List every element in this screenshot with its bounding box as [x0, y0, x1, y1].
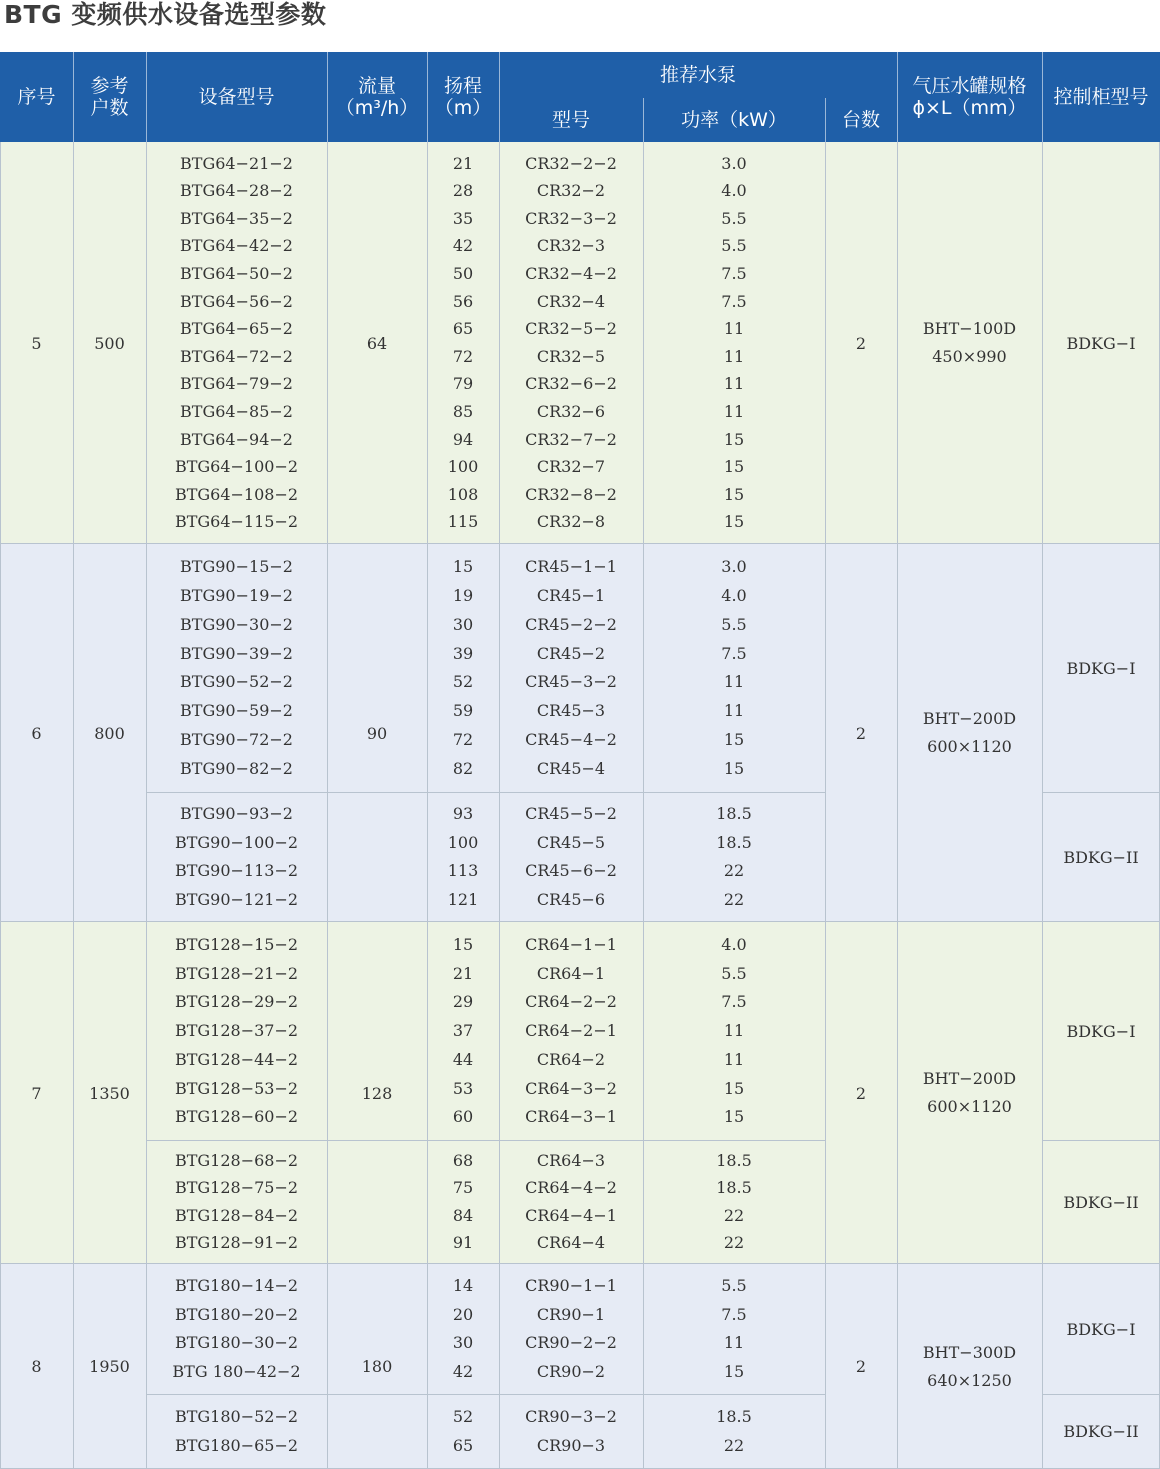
table-cell-power: 7.5: [721, 992, 747, 1012]
table-cell-head: 82: [452, 759, 474, 778]
table-cell-head: 59: [452, 701, 474, 721]
equipment-model-list: [146, 548, 327, 788]
table-cell-head: 79: [452, 374, 474, 394]
equipment-model-list: [146, 796, 327, 918]
column-divider: [327, 142, 328, 1469]
table-cell-head: 75: [452, 1178, 474, 1198]
table-cell-pump: CR64−3: [536, 1151, 606, 1171]
table-cell-pump: CR32−2−2: [525, 153, 617, 173]
table-cell-power: 11: [723, 346, 745, 366]
table-cell-head: 93: [452, 804, 474, 824]
table-cell-head: 50: [452, 263, 474, 283]
table-cell-model: BTG64−35−2: [180, 208, 293, 228]
table-cell-power: 5.5: [721, 236, 747, 256]
header-divider: [499, 52, 500, 142]
table-cell-head: 53: [452, 1078, 474, 1098]
table-cell-power: 7.5: [721, 263, 747, 283]
table-cell-head: 115: [447, 512, 479, 532]
table-cell-head: 121: [447, 889, 479, 909]
table-cell-pump: CR64−2−1: [525, 1021, 617, 1040]
table-cell-model: BTG180−14−2: [174, 1276, 299, 1296]
column-divider: [0, 142, 1, 1469]
table-cell-power: 5.5: [721, 1276, 747, 1296]
table-cell-model: BTG90−72−2: [180, 730, 293, 750]
table-cell-pump: CR64−1−1: [525, 934, 617, 954]
table-cell-head: 91: [452, 1232, 474, 1252]
table-cell-power: 15: [723, 484, 745, 504]
pump-model-list: [499, 1398, 643, 1465]
table-cell-head: 56: [452, 291, 474, 311]
header-divider: [327, 52, 328, 142]
table-cell-pump: CR64−3−2: [525, 1078, 617, 1098]
tank-model: BHT−300D: [922, 1342, 1017, 1362]
table-cell-power: 15: [723, 1078, 745, 1098]
pump-power-list: [643, 1144, 825, 1260]
equipment-model-list: [146, 1144, 327, 1260]
table-cell-model: BTG64−94−2: [180, 429, 293, 449]
column-divider: [73, 142, 74, 1469]
group-households: 1950: [89, 1357, 130, 1376]
table-cell-pump: CR90−3−2: [525, 1407, 617, 1426]
header-head-line1: 扬程: [443, 75, 482, 97]
table-cell-power: 15: [723, 457, 745, 477]
table-cell-head: 94: [452, 429, 474, 449]
table-cell-head: 28: [452, 181, 474, 201]
table-cell-power: 3.0: [721, 153, 747, 173]
group-count: 2: [855, 723, 867, 743]
table-cell-model: BTG128−84−2: [174, 1205, 299, 1225]
equipment-model-list: [146, 1398, 327, 1465]
table-cell-pump: CR90−1: [536, 1304, 606, 1324]
table-cell-model: BTG64−56−2: [180, 291, 293, 311]
table-cell-head: 35: [452, 208, 474, 228]
row-divider: [1042, 1140, 1160, 1141]
column-divider: [643, 142, 644, 1469]
group-flow: 180: [361, 1357, 393, 1376]
table-cell-pump: CR45−6−2: [525, 861, 617, 881]
pump-power-list: [643, 1398, 825, 1465]
head-list: [427, 1144, 499, 1260]
control-cabinet-model: BDKG−II: [1063, 847, 1139, 867]
header-model-label: 设备型号: [198, 86, 275, 108]
column-divider: [825, 142, 826, 1469]
header-divider: [146, 52, 147, 142]
table-cell-power: 11: [723, 1049, 745, 1069]
header-flow: [327, 52, 427, 142]
tank-size: 600×1120: [927, 1097, 1012, 1116]
header-model: [146, 52, 327, 142]
head-list: [427, 926, 499, 1136]
group-tank-spec: [897, 544, 1042, 922]
header-count-label: 台数: [841, 109, 880, 131]
header-cabinet: [1042, 52, 1160, 142]
table-cell-model: BTG128−15−2: [174, 934, 299, 954]
table-cell-power: 11: [723, 319, 745, 339]
table-cell-model: BTG 180−42−2: [172, 1361, 301, 1381]
group-households: 800: [94, 723, 125, 743]
table-cell-head: 44: [452, 1049, 474, 1069]
table-cell-model: BTG64−72−2: [180, 346, 293, 366]
table-cell-head: 52: [452, 1407, 474, 1426]
table-cell-power: 22: [723, 861, 745, 881]
control-cabinet-model: BDKG−II: [1063, 1422, 1139, 1441]
table-cell-power: 5.5: [721, 614, 747, 634]
header-divider: [897, 52, 898, 142]
table-cell-head: 30: [452, 1333, 474, 1353]
table-cell-head: 19: [452, 585, 474, 605]
table-cell-power: 18.5: [716, 804, 752, 824]
header-pump-power-label: 功率（kW）: [681, 109, 787, 131]
group-tank-spec: [897, 1264, 1042, 1469]
head-list: [427, 548, 499, 788]
head-list: [427, 1398, 499, 1465]
group-flow: 64: [366, 333, 388, 353]
table-cell-power: 15: [723, 429, 745, 449]
control-cabinet-model: BDKG−I: [1066, 1319, 1136, 1339]
pump-model-list: [499, 1268, 643, 1390]
column-divider: [499, 142, 500, 1469]
pump-model-list: [499, 796, 643, 918]
table-cell-pump: CR32−6: [536, 401, 606, 421]
header-divider: [427, 52, 428, 142]
table-cell-pump: CR32−2: [536, 181, 606, 201]
head-list: [427, 146, 499, 540]
pump-power-list: [643, 548, 825, 788]
table-cell-pump: CR32−3: [536, 236, 606, 256]
head-list: [427, 796, 499, 918]
header-flow-line2: （m³/h）: [335, 97, 419, 119]
table-cell-model: BTG64−50−2: [180, 263, 293, 283]
table-cell-pump: CR32−8: [536, 512, 606, 532]
table-cell-head: 15: [452, 934, 474, 954]
table-cell-head: 37: [452, 1021, 474, 1040]
tank-size: 450×990: [932, 347, 1007, 366]
table-cell-model: BTG128−21−2: [174, 963, 299, 983]
table-cell-pump: CR32−5−2: [525, 319, 617, 339]
equipment-model-list: [146, 926, 327, 1136]
table-cell-head: 113: [447, 861, 479, 881]
table-cell-model: BTG180−30−2: [174, 1333, 299, 1353]
table-cell-power: 5.5: [721, 208, 747, 228]
table-cell-model: BTG90−59−2: [180, 701, 293, 721]
table-cell-model: BTG128−44−2: [174, 1049, 299, 1069]
table-cell-power: 7.5: [721, 643, 747, 663]
group-tank-spec: [897, 142, 1042, 544]
table-cell-model: BTG180−65−2: [174, 1436, 299, 1455]
control-cabinet-model: BDKG−I: [1066, 333, 1136, 353]
tank-size: 640×1250: [927, 1370, 1012, 1390]
table-cell-pump: CR32−8−2: [525, 484, 617, 504]
table-cell-model: BTG128−75−2: [174, 1178, 299, 1198]
table-cell-power: 22: [723, 1436, 745, 1455]
header-seq: [0, 52, 73, 142]
pump-model-list: [499, 146, 643, 540]
table-cell-pump: CR64−2−2: [525, 992, 617, 1012]
header-households: [73, 52, 146, 142]
row-divider: [1042, 792, 1160, 793]
table-cell-model: BTG180−20−2: [174, 1304, 299, 1324]
header-divider: [1042, 52, 1043, 142]
table-cell-pump: CR45−3−2: [525, 672, 617, 692]
table-cell-head: 52: [452, 672, 474, 692]
group-seq: 8: [31, 1357, 42, 1376]
table-cell-power: 22: [723, 889, 745, 909]
control-cabinet-model: BDKG−II: [1063, 1192, 1139, 1212]
table-cell-pump: CR45−1: [536, 585, 606, 605]
table-cell-pump: CR32−6−2: [525, 374, 617, 394]
table-cell-head: 72: [452, 346, 474, 366]
table-cell-head: 15: [452, 556, 474, 576]
table-cell-model: BTG64−42−2: [180, 236, 293, 256]
table-cell-head: 65: [452, 319, 474, 339]
header-count: [825, 98, 897, 142]
table-cell-power: 15: [723, 512, 745, 532]
group-count: 2: [855, 1357, 867, 1376]
table-cell-power: 18.5: [716, 1407, 752, 1426]
table-cell-pump: CR90−3: [536, 1436, 606, 1455]
table-cell-model: BTG180−52−2: [174, 1407, 299, 1426]
header-pump-power: [643, 98, 825, 142]
table-cell-head: 14: [452, 1276, 474, 1296]
head-list: [427, 1268, 499, 1390]
header-pump-group-label: 推荐水泵: [659, 64, 736, 86]
table-cell-power: 11: [723, 672, 745, 692]
table-cell-power: 11: [723, 1333, 745, 1353]
header-flow-line1: 流量: [357, 75, 396, 97]
table-cell-head: 29: [452, 992, 474, 1012]
table-cell-model: BTG90−100−2: [174, 832, 299, 852]
table-cell-power: 15: [723, 1361, 745, 1381]
table-cell-head: 68: [452, 1151, 474, 1171]
table-cell-pump: CR32−7−2: [525, 429, 617, 449]
table-cell-pump: CR45−5: [536, 832, 606, 852]
table-cell-power: 22: [723, 1205, 745, 1225]
table-cell-power: 4.0: [721, 181, 747, 201]
row-divider: [146, 1140, 825, 1141]
group-households: 1350: [89, 1083, 130, 1103]
equipment-model-list: [146, 146, 327, 540]
pump-power-list: [643, 796, 825, 918]
table-cell-model: BTG90−82−2: [180, 759, 293, 778]
table-cell-pump: CR64−3−1: [525, 1107, 617, 1127]
pump-model-list: [499, 926, 643, 1136]
table-cell-head: 65: [452, 1436, 474, 1455]
table-cell-power: 11: [723, 401, 745, 421]
table-cell-power: 11: [723, 701, 745, 721]
table-cell-head: 42: [452, 236, 474, 256]
table-cell-power: 15: [723, 759, 745, 778]
table-cell-pump: CR45−2−2: [525, 614, 617, 634]
pump-model-list: [499, 548, 643, 788]
tank-model: BHT−200D: [922, 1069, 1017, 1088]
table-cell-pump: CR32−4: [536, 291, 606, 311]
table-cell-model: BTG90−121−2: [174, 889, 299, 909]
table-cell-model: BTG64−108−2: [174, 484, 299, 504]
column-divider: [897, 142, 898, 1469]
tank-model: BHT−100D: [922, 319, 1017, 338]
group-seq: 7: [31, 1083, 42, 1103]
table-cell-power: 7.5: [721, 291, 747, 311]
group-tank-spec: [897, 922, 1042, 1264]
header-head: [427, 52, 499, 142]
table-cell-pump: CR90−1−1: [525, 1276, 617, 1296]
group-flow: 90: [366, 723, 388, 743]
group-count: 2: [855, 1083, 867, 1103]
table-cell-pump: CR45−5−2: [525, 804, 617, 824]
table-cell-power: 4.0: [721, 585, 747, 605]
table-cell-pump: CR45−3: [536, 701, 606, 721]
table-cell-model: BTG90−52−2: [180, 672, 293, 692]
table-cell-power: 18.5: [716, 1178, 752, 1198]
row-divider: [146, 1394, 825, 1395]
table-cell-pump: CR32−3−2: [525, 208, 617, 228]
pump-power-list: [643, 1268, 825, 1390]
table-cell-head: 72: [452, 730, 474, 750]
group-households: 500: [94, 333, 125, 353]
row-divider: [1042, 1394, 1160, 1395]
table-cell-head: 100: [447, 832, 479, 852]
table-cell-model: BTG64−100−2: [174, 457, 299, 477]
column-divider: [1042, 142, 1043, 1469]
table-cell-head: 100: [447, 457, 479, 477]
table-cell-head: 84: [452, 1205, 474, 1225]
column-divider: [146, 142, 147, 1469]
header-pump-model-label: 型号: [551, 109, 590, 131]
table-cell-head: 108: [447, 484, 479, 504]
header-households-line1: 参考: [90, 75, 129, 97]
table-cell-pump: CR90−2: [536, 1361, 606, 1381]
header-tank-line1: 气压水罐规格: [912, 75, 1027, 97]
table-cell-head: 60: [452, 1107, 474, 1127]
header-tank-line2: ϕ×L（mm）: [912, 97, 1027, 119]
table-cell-power: 11: [723, 1021, 745, 1040]
table-cell-pump: CR64−4: [536, 1232, 606, 1252]
table-cell-head: 39: [452, 643, 474, 663]
header-divider: [643, 98, 644, 142]
table-cell-power: 18.5: [716, 1151, 752, 1171]
table-cell-model: BTG64−28−2: [180, 181, 293, 201]
header-divider: [73, 52, 74, 142]
table-cell-model: BTG90−93−2: [180, 804, 293, 824]
header-seq-label: 序号: [17, 86, 56, 108]
header-households-line2: 户数: [90, 97, 129, 119]
table-cell-pump: CR45−2: [536, 643, 606, 663]
table-cell-power: 5.5: [721, 963, 747, 983]
table-cell-model: BTG128−91−2: [174, 1232, 299, 1252]
table-cell-head: 21: [452, 153, 474, 173]
control-cabinet-model: BDKG−I: [1066, 658, 1136, 678]
table-cell-pump: CR32−5: [536, 346, 606, 366]
table-cell-pump: CR64−4−2: [525, 1178, 617, 1198]
equipment-model-list: [146, 1268, 327, 1390]
group-seq: 6: [31, 723, 42, 743]
table-cell-model: BTG64−85−2: [180, 401, 293, 421]
table-cell-pump: CR64−1: [536, 963, 606, 983]
page-title: BTG 变频供水设备选型参数: [4, 0, 327, 29]
table-cell-model: BTG128−68−2: [174, 1151, 299, 1171]
table-cell-model: BTG90−15−2: [180, 556, 293, 576]
header-divider: [825, 98, 826, 142]
row-divider: [146, 792, 825, 793]
table-cell-power: 15: [723, 1107, 745, 1127]
table-cell-power: 7.5: [721, 1304, 747, 1324]
pump-power-list: [643, 146, 825, 540]
table-cell-power: 15: [723, 730, 745, 750]
header-pump-group: [499, 52, 897, 98]
table-cell-model: BTG64−79−2: [180, 374, 293, 394]
table-cell-model: BTG128−29−2: [174, 992, 299, 1012]
header-cabinet-label: 控制柜型号: [1053, 86, 1149, 108]
table-cell-model: BTG64−21−2: [180, 153, 293, 173]
table-cell-model: BTG64−65−2: [180, 319, 293, 339]
control-cabinet-model: BDKG−I: [1066, 1021, 1136, 1041]
group-count: 2: [855, 333, 867, 353]
header-head-line2: （m）: [434, 97, 492, 119]
table-cell-model: BTG128−53−2: [174, 1078, 299, 1098]
table-cell-power: 11: [723, 374, 745, 394]
table-cell-pump: CR32−7: [536, 457, 606, 477]
tank-size: 600×1120: [927, 737, 1012, 756]
pump-power-list: [643, 926, 825, 1136]
header-pump-model: [499, 98, 643, 142]
tank-model: BHT−200D: [922, 709, 1017, 728]
table-cell-model: BTG64−115−2: [174, 512, 299, 532]
group-flow: 128: [361, 1083, 393, 1103]
table-cell-pump: CR90−2−2: [525, 1333, 617, 1353]
table-cell-head: 21: [452, 963, 474, 983]
table-cell-pump: CR45−1−1: [525, 556, 617, 576]
selection-table: [0, 52, 1160, 1469]
table-cell-head: 30: [452, 614, 474, 634]
table-cell-model: BTG90−19−2: [180, 585, 293, 605]
table-cell-pump: CR64−4−1: [525, 1205, 617, 1225]
table-cell-power: 22: [723, 1232, 745, 1252]
table-cell-model: BTG90−30−2: [180, 614, 293, 634]
pump-model-list: [499, 1144, 643, 1260]
table-cell-head: 85: [452, 401, 474, 421]
table-cell-model: BTG90−113−2: [174, 861, 299, 881]
table-cell-pump: CR45−6: [536, 889, 606, 909]
table-cell-model: BTG90−39−2: [180, 643, 293, 663]
table-cell-pump: CR32−4−2: [525, 263, 617, 283]
group-seq: 5: [31, 333, 42, 353]
table-cell-power: 3.0: [721, 556, 747, 576]
table-cell-power: 4.0: [721, 934, 747, 954]
table-cell-model: BTG128−60−2: [174, 1107, 299, 1127]
table-cell-head: 20: [452, 1304, 474, 1324]
table-cell-pump: CR64−2: [536, 1049, 606, 1069]
header-tank: [897, 52, 1042, 142]
table-cell-power: 18.5: [716, 832, 752, 852]
table-cell-model: BTG128−37−2: [174, 1021, 299, 1040]
table-cell-head: 42: [452, 1361, 474, 1381]
table-cell-pump: CR45−4: [536, 759, 606, 778]
table-cell-pump: CR45−4−2: [525, 730, 617, 750]
column-divider: [427, 142, 428, 1469]
